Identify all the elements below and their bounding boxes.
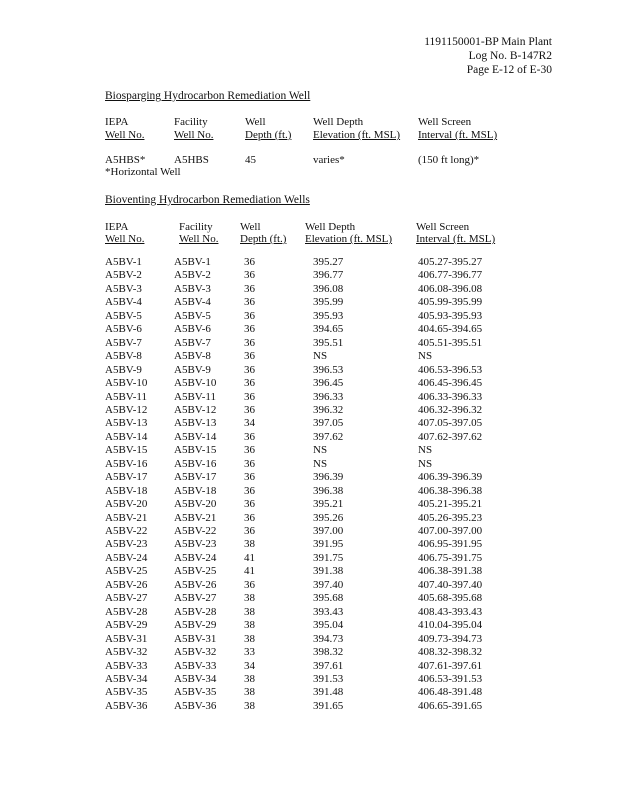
s2-header-well-screen: Well Screen — [416, 221, 470, 233]
cell-iepa: A5BV-18 — [105, 484, 148, 497]
cell-depth: 34 — [244, 659, 255, 672]
cell-depth: 38 — [244, 619, 255, 632]
cell-screen: 406.33-396.33 — [418, 390, 483, 403]
table-row — [0, 431, 618, 444]
cell-facility: A5BV-17 — [174, 471, 217, 484]
table-row — [0, 633, 618, 646]
cell-screen: 406.75-391.75 — [418, 551, 483, 564]
cell-elevation: 396.33 — [313, 390, 344, 403]
table-row — [0, 686, 618, 699]
cell-screen: 405.68-395.68 — [418, 592, 483, 605]
table-row — [0, 391, 618, 404]
s2-header-interval: Interval (ft. MSL) — [416, 233, 496, 245]
cell-facility: A5BV-15 — [174, 444, 217, 457]
section-title-bioventing: Bioventing Hydrocarbon Remediation Wells — [105, 194, 310, 206]
cell-facility: A5BV-1 — [174, 256, 211, 268]
cell-elevation: 396.45 — [313, 377, 344, 390]
table-row — [0, 323, 618, 336]
cell-elevation: 391.53 — [313, 672, 344, 685]
cell-facility: A5BV-32 — [174, 646, 217, 659]
cell-facility: A5BV-35 — [174, 686, 217, 699]
cell-elevation: 395.51 — [313, 336, 344, 349]
cell-facility: A5BV-12 — [174, 403, 217, 416]
cell-iepa: A5BV-15 — [105, 444, 148, 457]
cell-depth: 36 — [244, 269, 255, 282]
cell-iepa: A5BV-17 — [105, 471, 148, 484]
cell-depth: 36 — [244, 498, 255, 511]
s1-header-well-depth: Well Depth — [313, 116, 364, 128]
table-row — [0, 498, 618, 511]
cell-iepa: A5BV-8 — [105, 350, 142, 363]
cell-iepa: A5BV-4 — [105, 296, 142, 309]
cell-screen: NS — [418, 457, 433, 470]
cell-elevation: 395.68 — [313, 592, 344, 605]
cell-iepa: A5BV-33 — [105, 659, 148, 672]
s1-header-depth: Depth (ft.) — [245, 129, 292, 141]
cell-iepa: A5BV-14 — [105, 430, 148, 443]
cell-screen: 407.61-397.61 — [418, 659, 483, 672]
cell-screen: 406.38-396.38 — [418, 484, 483, 497]
cell-screen: 406.65-391.65 — [418, 699, 483, 712]
cell-iepa: A5BV-36 — [105, 699, 148, 712]
cell-iepa: A5BV-35 — [105, 686, 148, 699]
cell-screen: 405.93-395.93 — [418, 309, 483, 322]
cell-elevation: 395.04 — [313, 619, 344, 632]
cell-iepa: A5BV-25 — [105, 565, 148, 578]
cell-screen: 405.27-395.27 — [418, 256, 483, 268]
cell-iepa: A5BV-24 — [105, 551, 148, 564]
cell-elevation: 396.38 — [313, 484, 344, 497]
cell-iepa: A5HBS* — [105, 154, 146, 166]
table-row — [0, 525, 618, 538]
cell-facility: A5BV-29 — [174, 619, 217, 632]
cell-facility: A5BV-3 — [174, 282, 211, 295]
cell-elevation: 395.27 — [313, 256, 344, 268]
cell-depth: 36 — [244, 484, 255, 497]
cell-depth: 36 — [244, 350, 255, 363]
table-row — [0, 673, 618, 686]
cell-facility: A5BV-14 — [174, 430, 217, 443]
cell-screen: 406.45-396.45 — [418, 377, 483, 390]
cell-facility: A5BV-9 — [174, 363, 211, 376]
section-title-biosparging: Biosparging Hydrocarbon Remediation Well — [105, 90, 311, 102]
table-row — [0, 512, 618, 525]
cell-facility: A5BV-4 — [174, 296, 211, 309]
s2-header-well: Well — [240, 221, 261, 233]
cell-depth: 36 — [244, 309, 255, 322]
s2-header-elevation: Elevation (ft. MSL) — [305, 233, 393, 245]
table-row — [0, 579, 618, 592]
cell-iepa: A5BV-20 — [105, 498, 148, 511]
cell-facility: A5BV-33 — [174, 659, 217, 672]
cell-elevation: NS — [313, 457, 328, 470]
cell-screen: 406.53-396.53 — [418, 363, 483, 376]
table-row — [0, 565, 618, 578]
table-row — [0, 404, 618, 417]
cell-depth: 36 — [244, 403, 255, 416]
cell-iepa: A5BV-2 — [105, 269, 142, 282]
cell-screen: 410.04-395.04 — [418, 619, 483, 632]
cell-iepa: A5BV-21 — [105, 511, 148, 524]
s2-header-iepa-wellno: Well No. — [105, 233, 145, 245]
cell-depth: 38 — [244, 538, 255, 551]
cell-depth: 38 — [244, 686, 255, 699]
cell-facility: A5BV-36 — [174, 699, 217, 712]
cell-depth: 36 — [244, 256, 255, 268]
table-row-biosparging — [0, 154, 618, 167]
cell-facility: A5BV-21 — [174, 511, 217, 524]
cell-elevation: 394.65 — [313, 323, 344, 336]
cell-facility: A5BV-25 — [174, 565, 217, 578]
table-row — [0, 700, 618, 713]
cell-depth: 38 — [244, 592, 255, 605]
cell-elevation: 397.61 — [313, 659, 344, 672]
cell-iepa: A5BV-28 — [105, 605, 148, 618]
cell-iepa: A5BV-32 — [105, 646, 148, 659]
cell-screen: 407.00-397.00 — [418, 525, 483, 537]
cell-screen: NS — [418, 350, 433, 363]
table-row — [0, 660, 618, 673]
table-row — [0, 538, 618, 551]
cell-elevation: 391.95 — [313, 538, 344, 551]
cell-screen: 405.26-395.23 — [418, 511, 483, 524]
cell-screen: (150 ft long)* — [418, 154, 480, 166]
s1-header-well-screen: Well Screen — [418, 116, 472, 128]
cell-screen: 406.53-391.53 — [418, 672, 483, 685]
cell-depth: 36 — [244, 444, 255, 457]
cell-screen: 406.48-391.48 — [418, 686, 483, 699]
cell-depth: 36 — [244, 471, 255, 484]
cell-screen: 407.62-397.62 — [418, 430, 483, 443]
cell-depth: 36 — [244, 296, 255, 309]
cell-elevation: 396.53 — [313, 363, 344, 376]
cell-depth: 41 — [244, 551, 255, 564]
cell-facility: A5BV-24 — [174, 551, 217, 564]
cell-screen: 406.39-396.39 — [418, 471, 483, 484]
cell-facility: A5BV-10 — [174, 377, 217, 390]
s2-header-depth: Depth (ft.) — [240, 233, 287, 245]
cell-elevation: 395.99 — [313, 296, 344, 309]
cell-facility: A5BV-28 — [174, 605, 217, 618]
cell-elevation: 395.93 — [313, 309, 344, 322]
cell-screen: NS — [418, 444, 433, 457]
cell-facility: A5BV-22 — [174, 525, 217, 537]
cell-screen: 404.65-394.65 — [418, 323, 483, 336]
cell-depth: 36 — [244, 578, 255, 591]
cell-screen: 405.99-395.99 — [418, 296, 483, 309]
cell-screen: 409.73-394.73 — [418, 632, 483, 645]
cell-screen: 407.05-397.05 — [418, 417, 483, 430]
cell-iepa: A5BV-26 — [105, 578, 148, 591]
cell-facility: A5BV-13 — [174, 417, 217, 430]
cell-screen: 405.51-395.51 — [418, 336, 483, 349]
header-line-1: 1191150001-BP Main Plant — [424, 36, 552, 48]
cell-elevation: 391.38 — [313, 565, 344, 578]
cell-depth: 36 — [244, 336, 255, 349]
cell-elevation: 396.08 — [313, 282, 344, 295]
cell-screen: 405.21-395.21 — [418, 498, 483, 511]
cell-elevation: 397.40 — [313, 578, 344, 591]
table-row — [0, 256, 618, 269]
cell-facility: A5BV-8 — [174, 350, 211, 363]
cell-facility: A5BV-27 — [174, 592, 217, 605]
s2-header-iepa: IEPA — [105, 221, 129, 233]
table-row — [0, 296, 618, 309]
cell-facility: A5BV-20 — [174, 498, 217, 511]
header-line-2: Log No. B-147R2 — [468, 50, 552, 62]
cell-depth: 36 — [244, 282, 255, 295]
cell-iepa: A5BV-6 — [105, 323, 142, 336]
cell-depth: 36 — [244, 363, 255, 376]
cell-elevation: 396.39 — [313, 471, 344, 484]
cell-depth: 36 — [244, 511, 255, 524]
cell-depth: 36 — [244, 430, 255, 443]
cell-facility: A5BV-18 — [174, 484, 217, 497]
s1-header-facility: Facility — [174, 116, 208, 128]
table-row — [0, 444, 618, 457]
cell-facility: A5BV-26 — [174, 578, 217, 591]
cell-screen: 406.08-396.08 — [418, 282, 483, 295]
cell-iepa: A5BV-13 — [105, 417, 148, 430]
cell-elevation: 397.62 — [313, 430, 344, 443]
cell-elevation: NS — [313, 444, 328, 457]
cell-facility: A5BV-7 — [174, 336, 211, 349]
s1-header-well: Well — [245, 116, 266, 128]
cell-iepa: A5BV-22 — [105, 525, 148, 537]
cell-iepa: A5BV-12 — [105, 403, 148, 416]
table-row — [0, 485, 618, 498]
table-row — [0, 606, 618, 619]
cell-depth: 36 — [244, 377, 255, 390]
cell-facility: A5BV-16 — [174, 457, 217, 470]
s1-header-iepa: IEPA — [105, 116, 129, 128]
cell-screen: 407.40-397.40 — [418, 578, 483, 591]
cell-screen: 406.95-391.95 — [418, 538, 483, 551]
table-row — [0, 552, 618, 565]
cell-depth: 36 — [244, 323, 255, 336]
cell-facility: A5BV-5 — [174, 309, 211, 322]
s1-header-iepa-wellno: Well No. — [105, 129, 145, 141]
cell-iepa: A5BV-5 — [105, 309, 142, 322]
cell-elevation: 396.77 — [313, 269, 344, 282]
horizontal-well-note: *Horizontal Well — [105, 166, 181, 178]
cell-elevation: 393.43 — [313, 605, 344, 618]
cell-depth: 36 — [244, 525, 255, 537]
cell-elevation: 391.75 — [313, 551, 344, 564]
header-line-3: Page E-12 of E-30 — [466, 64, 552, 76]
s2-header-well-depth: Well Depth — [305, 221, 356, 233]
cell-iepa: A5BV-16 — [105, 457, 148, 470]
cell-depth: 34 — [244, 417, 255, 430]
cell-facility: A5BV-34 — [174, 672, 217, 685]
cell-elevation: 395.26 — [313, 511, 344, 524]
page-header — [424, 35, 552, 77]
cell-iepa: A5BV-34 — [105, 672, 148, 685]
cell-iepa: A5BV-10 — [105, 377, 148, 390]
table-row — [0, 417, 618, 430]
cell-screen: 408.32-398.32 — [418, 646, 483, 659]
cell-iepa: A5BV-11 — [105, 390, 147, 403]
s1-header-facility-wellno: Well No. — [174, 129, 214, 141]
cell-iepa: A5BV-29 — [105, 619, 148, 632]
cell-facility: A5HBS — [174, 154, 209, 166]
cell-elevation: 391.48 — [313, 686, 344, 699]
cell-iepa: A5BV-1 — [105, 256, 142, 268]
cell-facility: A5BV-11 — [174, 390, 216, 403]
cell-iepa: A5BV-23 — [105, 538, 148, 551]
cell-elevation: NS — [313, 350, 328, 363]
cell-elevation: varies* — [313, 154, 345, 166]
table-row — [0, 646, 618, 659]
table-row — [0, 350, 618, 363]
cell-iepa: A5BV-27 — [105, 592, 148, 605]
table-row — [0, 337, 618, 350]
cell-screen: 408.43-393.43 — [418, 605, 483, 618]
table-row — [0, 364, 618, 377]
cell-depth: 41 — [244, 565, 255, 578]
cell-elevation: 391.65 — [313, 699, 344, 712]
cell-elevation: 394.73 — [313, 632, 344, 645]
cell-facility: A5BV-6 — [174, 323, 211, 336]
cell-depth: 45 — [245, 154, 256, 166]
cell-facility: A5BV-23 — [174, 538, 217, 551]
cell-iepa: A5BV-31 — [105, 632, 148, 645]
cell-depth: 38 — [244, 672, 255, 685]
cell-depth: 38 — [244, 699, 255, 712]
cell-iepa: A5BV-7 — [105, 336, 142, 349]
cell-iepa: A5BV-3 — [105, 282, 142, 295]
cell-elevation: 395.21 — [313, 498, 344, 511]
table-row — [0, 592, 618, 605]
cell-elevation: 398.32 — [313, 646, 344, 659]
s2-header-facility: Facility — [179, 221, 213, 233]
cell-depth: 38 — [244, 632, 255, 645]
cell-screen: 406.77-396.77 — [418, 269, 483, 282]
cell-facility: A5BV-2 — [174, 269, 211, 282]
s1-header-interval: Interval (ft. MSL) — [418, 129, 498, 141]
cell-depth: 38 — [244, 605, 255, 618]
cell-depth: 36 — [244, 390, 255, 403]
cell-screen: 406.38-391.38 — [418, 565, 483, 578]
cell-facility: A5BV-31 — [174, 632, 217, 645]
cell-elevation: 396.32 — [313, 403, 344, 416]
cell-elevation: 397.05 — [313, 417, 344, 430]
table-row — [0, 377, 618, 390]
table-row — [0, 619, 618, 632]
table-row — [0, 310, 618, 323]
s2-header-facility-wellno: Well No. — [179, 233, 219, 245]
table-row — [0, 269, 618, 282]
table-row — [0, 458, 618, 471]
table-row — [0, 471, 618, 484]
table-row — [0, 283, 618, 296]
cell-depth: 33 — [244, 646, 255, 659]
cell-screen: 406.32-396.32 — [418, 403, 483, 416]
cell-elevation: 397.00 — [313, 525, 344, 537]
s1-header-elevation: Elevation (ft. MSL) — [313, 129, 401, 141]
cell-depth: 36 — [244, 457, 255, 470]
cell-iepa: A5BV-9 — [105, 363, 142, 376]
